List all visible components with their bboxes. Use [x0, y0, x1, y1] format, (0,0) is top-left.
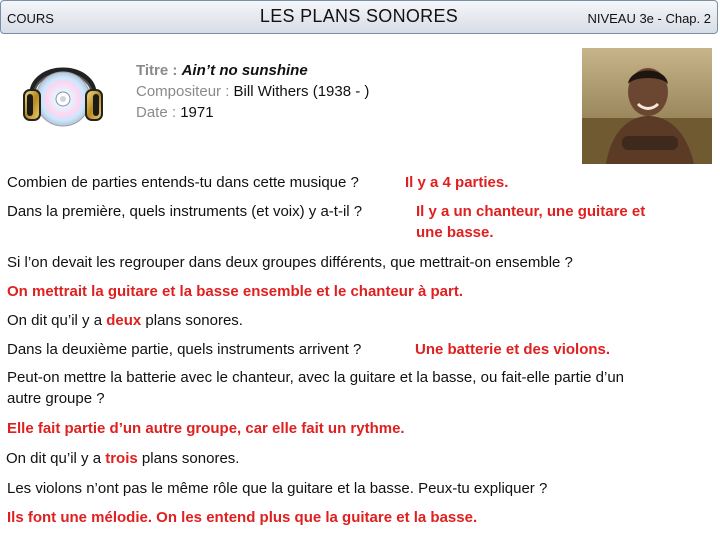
- song-composer-value: Bill Withers (1938 - ): [233, 83, 370, 100]
- page-title: LES PLANS SONORES: [259, 6, 459, 26]
- statement-two-after: plans sonores.: [145, 312, 243, 329]
- artist-photo: [582, 48, 712, 164]
- question-2: Dans la première, quels instruments (et voix) y a-t-il ?: [7, 203, 363, 220]
- question-3: Si l’on devait les regrouper dans deux groupes différents, que mettrait-on ensemble ?: [7, 254, 573, 271]
- statement-two-before: On dit qu’il y a: [7, 312, 103, 329]
- header-bar: [0, 0, 718, 34]
- statement-three-after: plans sonores.: [141, 450, 240, 467]
- statement-two-count: deux: [106, 312, 142, 329]
- statement-three-before: On dit qu’il y a: [6, 450, 102, 467]
- answer-1: Il y a 4 parties.: [405, 174, 509, 191]
- question-6-line-1: Peut-on mettre la batterie avec le chanteur, avec la guitare et la basse, ou fait-elle partie d’un: [7, 369, 625, 386]
- answer-6: Elle fait partie d’un autre groupe, car elle fait un rythme.: [7, 420, 405, 437]
- answer-2-line-2: une basse.: [416, 224, 494, 241]
- song-title-value: Ain’t no sunshine: [181, 62, 308, 79]
- answer-2-line-1: Il y a un chanteur, une guitare et: [416, 203, 646, 220]
- header-level-label: NIVEAU 3e - Chap. 2: [587, 11, 711, 26]
- song-composer-row: [136, 81, 369, 102]
- song-info: [136, 60, 369, 123]
- answer-8: Ils font une mélodie. On les entend plus que la guitare et la basse.: [7, 509, 478, 526]
- song-date-label: Date :: [136, 104, 177, 121]
- answer-5: Une batterie et des violons.: [415, 341, 611, 358]
- song-date-value: 1971: [180, 104, 214, 121]
- question-6-line-2: autre groupe ?: [7, 390, 105, 407]
- cd-headphones-icon: [22, 52, 104, 138]
- question-8: Les violons n’ont pas le même rôle que la guitare et la basse. Peux-tu expliquer ?: [7, 480, 548, 497]
- song-title-row: [136, 60, 369, 81]
- answer-3: On mettrait la guitare et la basse ensemble et le chanteur à part.: [7, 283, 463, 300]
- question-5: Dans la deuxième partie, quels instruments arrivent ?: [7, 341, 362, 358]
- header-course-label: COURS: [7, 11, 54, 26]
- statement-three-count: trois: [105, 450, 138, 467]
- statement-two-planes: [7, 312, 243, 329]
- song-title-label: Titre :: [136, 62, 178, 79]
- song-date-row: [136, 102, 369, 123]
- statement-three-planes: [6, 450, 239, 467]
- song-composer-label: Compositeur :: [136, 83, 230, 100]
- question-1: Combien de parties entends-tu dans cette musique ?: [7, 174, 359, 191]
